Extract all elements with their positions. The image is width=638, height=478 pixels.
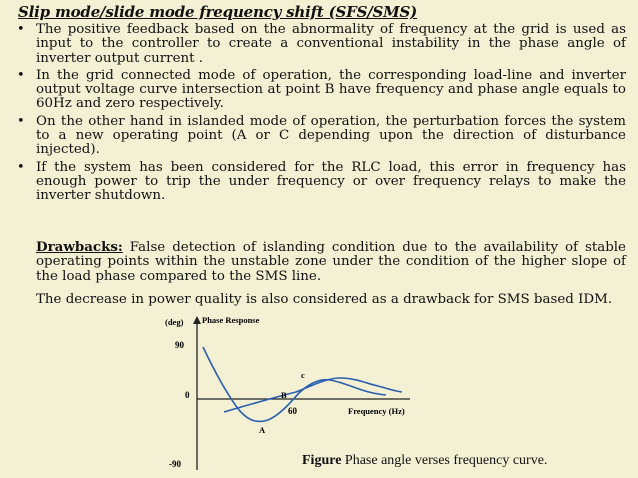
y-axis-label: (deg) xyxy=(165,317,184,327)
y-tick-label: 0 xyxy=(185,390,190,400)
caption-label: Figure xyxy=(302,453,342,468)
y-axis-arrow-icon xyxy=(193,316,201,324)
bullet-text: If the system has been considered for the RLC load, this error in frequency has enough power to trip the under frequency or over frequency relays to make the inverter shutdown. xyxy=(36,159,626,204)
caption-text: Phase angle verses frequency curve. xyxy=(341,453,548,468)
slide-title: Slip mode/slide mode frequency shift (SFS/SMS) xyxy=(18,3,418,21)
bullet-icon: • xyxy=(17,113,25,129)
x-axis-label: Frequency (Hz) xyxy=(348,406,405,416)
y-tick-label: 90 xyxy=(175,340,184,350)
bullet-icon: • xyxy=(17,22,25,37)
figure-caption xyxy=(302,453,547,469)
point-label-c: c xyxy=(301,370,305,380)
chart-title: Phase Response xyxy=(202,315,260,325)
point-label-b: B xyxy=(281,390,287,400)
drawbacks-text: False detection of islanding condition due to the availability of stable operating points within the unstable zone under the condition of the higher slope of the load phase compared to the SMS line. xyxy=(36,240,626,284)
drawbacks-label: Drawbacks: xyxy=(36,239,123,255)
bullet-icon: • xyxy=(17,159,25,175)
decrease-paragraph: The decrease in power quality is also considered as a drawback for SMS based IDM. xyxy=(36,292,613,307)
x-tick-label: 60 xyxy=(288,406,297,416)
bullet-text: The positive feedback based on the abnormality of frequency at the grid is used as input to the controller to create a conventional instability in the phase angle of inverter output current . xyxy=(36,22,626,66)
point-label-a: A xyxy=(259,425,266,435)
bullet-text: On the other hand in islanded mode of operation, the perturbation forces the system to a new operating point (A or C depending upon the direction of disturbance injected). xyxy=(36,113,626,158)
bullet-text: In the grid connected mode of operation, the corresponding load-line and inverter output voltage curve intersection at point B have frequency and phase angle equals to 60Hz and zero respectively. xyxy=(36,67,626,112)
y-tick-label: -90 xyxy=(169,459,181,469)
bullet-icon: • xyxy=(17,67,25,83)
